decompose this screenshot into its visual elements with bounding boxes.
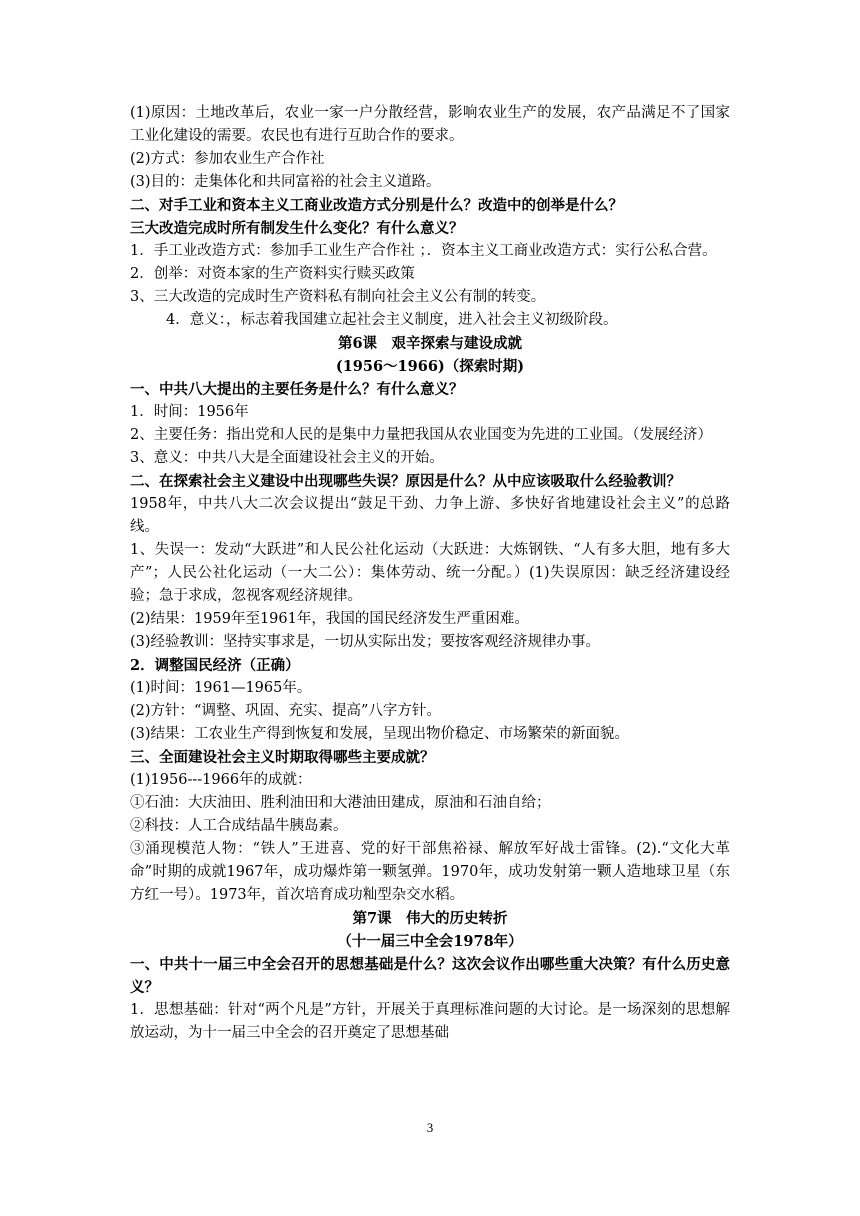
text-line: ②科技：人工合成结晶牛胰岛素。 xyxy=(130,818,348,834)
text-line: (1)原因：土地改革后，农业一家一户分散经营，影响农业生产的发展，农产品满足不了国家工业化建设的需要。农民也有进行互助合作的要求。 xyxy=(130,105,730,144)
text-line: (2)方针：“调整、巩固、充实、提高”八字方针。 xyxy=(130,703,441,719)
text-line: 3、三大改造的完成时生产资料私有制向社会主义公有制的转变。 xyxy=(130,289,546,305)
text-line: 4．意义：，标志着我国建立起社会主义制度，进入社会主义初级阶段。 xyxy=(166,312,618,328)
text-line: (1)1956---1966年的成就： xyxy=(130,772,312,788)
text-line: （十一届三中全会1978年） xyxy=(337,933,523,950)
text-line: (3)经验教训：坚持实事求是，一切从实际出发；要按客观经济规律办事。 xyxy=(130,634,601,650)
text-line: 第7课 伟大的历史转折 xyxy=(352,910,508,927)
text-line: 1．手工业改造方式：参加手工业生产合作社 ；．资本主义工商业改造方式：实行公私合营。 xyxy=(130,243,717,259)
text-line: (1956～1966)（探索时期) xyxy=(335,358,525,375)
text-line: 2、主要任务：指出党和人民的是集中力量把我国从农业国变为先进的工业国。（发展经济） xyxy=(130,427,712,443)
text-line: 一、中共十一届三中全会召开的思想基础是什么？这次会议作出哪些重大决策？有什么历史意义？ xyxy=(130,956,730,996)
text-line: 1．时间：1956年 xyxy=(130,404,249,420)
text-line: (2)结果：1959年至1961年，我国的国民经济发生严重困难。 xyxy=(130,611,529,627)
text-line: (3)目的：走集体化和共同富裕的社会主义道路。 xyxy=(130,174,441,190)
text-line: (3)结果：工农业生产得到恢复和发展，呈现出物价稳定、市场繁荣的新面貌。 xyxy=(130,726,630,742)
text-line: (1)时间：1961—1965年。 xyxy=(130,680,312,696)
text-line: ③涌现模范人物：“铁人”王进喜、党的好干部焦裕禄、解放军好战士雷锋。(2).“文化大革命”时期的成就1967年，成功爆炸第一颗氢弹。1970年，成功发射第一颗人造地球卫星（东方红一号）。1973年，首次培育成功籼型杂交水稻。 xyxy=(130,841,730,903)
text-line: 三大改造完成时所有制发生什么变化？有什么意义？ xyxy=(130,220,464,237)
text-line: 第6课 艰辛探索与建设成就 xyxy=(337,335,523,352)
text-line: (2)方式：参加农业生产合作社 xyxy=(130,151,325,167)
text-line: 1．思想基础：针对“两个凡是”方针，开展关于真理标准问题的大讨论。是一场深刻的思想解放运动，为十一届三中全会的召开奠定了思想基础 xyxy=(130,1002,730,1041)
text-line: 二、在探索社会主义建设中出现哪些失误？原因是什么？从中应该吸取什么经验教训？ xyxy=(130,473,681,490)
text-line: 2．创举：对资本家的生产资料实行赎买政策 xyxy=(130,266,415,282)
page-number: 3 xyxy=(426,1120,434,1135)
document-body xyxy=(130,102,730,1045)
text-line: 2．调整国民经济（正确） xyxy=(130,657,300,674)
text-line: 1958年，中共八大二次会议提出“鼓足干劲、力争上游、多快好省地建设社会主义”的总路线。 xyxy=(130,496,730,535)
text-line: 三、全面建设社会主义时期取得哪些主要成就？ xyxy=(130,749,435,766)
text-line: ①石油：大庆油田、胜利油田和大港油田建成，原油和石油自给； xyxy=(130,795,551,811)
text-line: 一、中共八大提出的主要任务是什么？有什么意义？ xyxy=(130,381,464,398)
text-line: 二、对手工业和资本主义工商业改造方式分别是什么？改造中的创举是什么？ xyxy=(130,197,623,214)
text-line: 3、意义：中共八大是全面建设社会主义的开始。 xyxy=(130,450,444,466)
text-line: 1、失误一：发动“大跃进”和人民公社化运动（大跃进：大炼钢铁、“人有多大胆，地有多大产”；人民公社化运动（一大二公）：集体劳动、统一分配。）(1)失误原因：缺乏经济建设经验；急于求成，忽视客观经济规律。 xyxy=(130,542,730,604)
